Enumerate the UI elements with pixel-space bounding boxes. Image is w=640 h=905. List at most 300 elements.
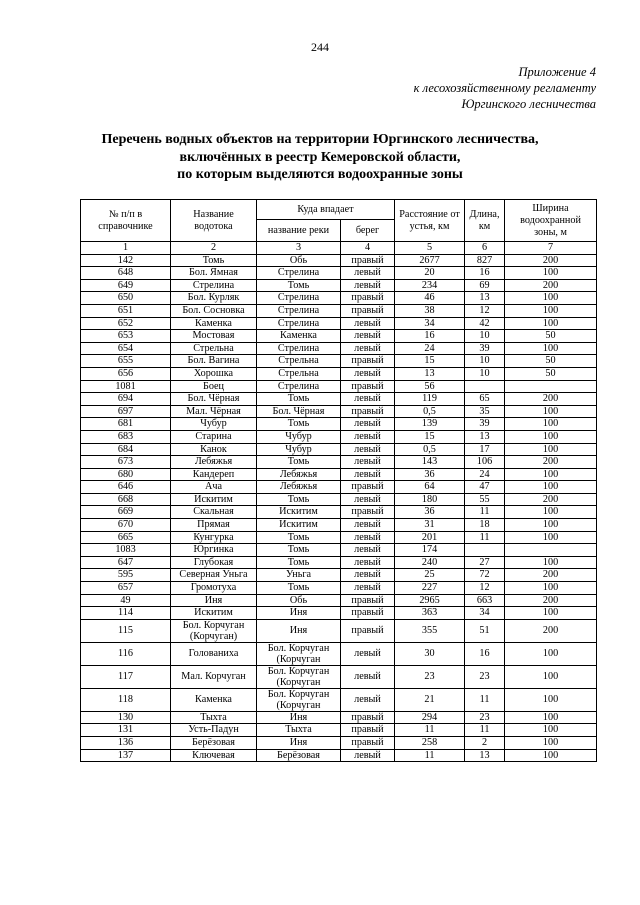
river-cell: Стрелина — [257, 304, 341, 317]
table-row — [81, 405, 597, 418]
name-cell: Старина — [171, 430, 257, 443]
length-cell: 42 — [465, 317, 505, 330]
name-cell: Канок — [171, 443, 257, 456]
distance-cell: 234 — [395, 279, 465, 292]
distance-cell: 16 — [395, 330, 465, 343]
table-row — [81, 519, 597, 532]
distance-cell: 31 — [395, 519, 465, 532]
width-cell: 200 — [505, 393, 597, 406]
bank-cell: левый — [341, 443, 395, 456]
num-cell: 668 — [81, 493, 171, 506]
table-row — [81, 724, 597, 737]
river-cell: Искитим — [257, 519, 341, 532]
distance-cell: 227 — [395, 582, 465, 595]
num-cell: 652 — [81, 317, 171, 330]
distance-cell: 36 — [395, 506, 465, 519]
bank-cell: левый — [341, 642, 395, 665]
num-cell: 684 — [81, 443, 171, 456]
bank-cell: левый — [341, 556, 395, 569]
name-cell: Бол. Курляк — [171, 292, 257, 305]
header-length: Длина, км — [465, 200, 505, 242]
num-cell: 650 — [81, 292, 171, 305]
width-cell: 100 — [505, 749, 597, 762]
table-row — [81, 711, 597, 724]
bank-cell: правый — [341, 380, 395, 393]
width-cell — [505, 380, 597, 393]
distance-cell: 143 — [395, 456, 465, 469]
table-row — [81, 330, 597, 343]
width-cell: 50 — [505, 367, 597, 380]
table-row — [81, 355, 597, 368]
length-cell: 11 — [465, 531, 505, 544]
name-cell: Кандереп — [171, 468, 257, 481]
bank-cell: левый — [341, 544, 395, 557]
width-cell: 100 — [505, 304, 597, 317]
num-cell: 118 — [81, 688, 171, 711]
width-cell: 100 — [505, 688, 597, 711]
width-cell: 100 — [505, 724, 597, 737]
length-cell: 34 — [465, 607, 505, 620]
column-number: 3 — [257, 242, 341, 255]
column-number: 1 — [81, 242, 171, 255]
bank-cell: левый — [341, 688, 395, 711]
width-cell: 50 — [505, 355, 597, 368]
river-cell: Иня — [257, 607, 341, 620]
length-cell: 12 — [465, 304, 505, 317]
table-row — [81, 582, 597, 595]
bank-cell: левый — [341, 456, 395, 469]
name-cell: Тыхта — [171, 711, 257, 724]
river-cell: Берёзовая — [257, 749, 341, 762]
name-cell: Бол. Чёрная — [171, 393, 257, 406]
table-row — [81, 342, 597, 355]
bank-cell: правый — [341, 304, 395, 317]
width-cell: 50 — [505, 330, 597, 343]
num-cell: 673 — [81, 456, 171, 469]
table-row — [81, 380, 597, 393]
bank-cell: правый — [341, 619, 395, 642]
table-row — [81, 430, 597, 443]
width-cell: 100 — [505, 468, 597, 481]
length-cell: 10 — [465, 355, 505, 368]
length-cell: 10 — [465, 330, 505, 343]
distance-cell: 0,5 — [395, 443, 465, 456]
distance-cell: 23 — [395, 665, 465, 688]
length-cell: 106 — [465, 456, 505, 469]
appendix-line: Приложение 4 — [518, 65, 596, 79]
name-cell: Северная Уньга — [171, 569, 257, 582]
name-cell: Лебяжья — [171, 456, 257, 469]
bank-cell: левый — [341, 342, 395, 355]
table-row — [81, 749, 597, 762]
river-cell: Стрелина — [257, 342, 341, 355]
header-width: Ширина водоохранной зоны, м — [505, 200, 597, 242]
width-cell: 200 — [505, 493, 597, 506]
name-cell: Голованиха — [171, 642, 257, 665]
num-cell: 680 — [81, 468, 171, 481]
width-cell: 100 — [505, 531, 597, 544]
river-cell: Томь — [257, 582, 341, 595]
table-row — [81, 267, 597, 280]
distance-cell: 119 — [395, 393, 465, 406]
title-line: Перечень водных объектов на территории Юргинского лесничества, — [101, 132, 539, 147]
width-cell: 100 — [505, 430, 597, 443]
width-cell: 100 — [505, 506, 597, 519]
column-number: 6 — [465, 242, 505, 255]
num-cell: 646 — [81, 481, 171, 494]
distance-cell: 258 — [395, 737, 465, 750]
name-cell: Чубур — [171, 418, 257, 431]
river-cell: Томь — [257, 418, 341, 431]
river-cell: Бол. Чёрная — [257, 405, 341, 418]
table-row — [81, 642, 597, 665]
name-cell: Юргинка — [171, 544, 257, 557]
river-cell: Чубур — [257, 430, 341, 443]
distance-cell: 294 — [395, 711, 465, 724]
header-flows-into: Куда впадает — [257, 200, 395, 220]
length-cell: 72 — [465, 569, 505, 582]
num-cell: 656 — [81, 367, 171, 380]
name-cell: Каменка — [171, 688, 257, 711]
river-cell: Стрелина — [257, 267, 341, 280]
water-bodies-table — [80, 199, 597, 762]
num-cell: 654 — [81, 342, 171, 355]
num-cell: 649 — [81, 279, 171, 292]
name-cell: Томь — [171, 254, 257, 267]
distance-cell: 180 — [395, 493, 465, 506]
table-row — [81, 443, 597, 456]
num-cell: 694 — [81, 393, 171, 406]
bank-cell: левый — [341, 468, 395, 481]
header-distance: Расстояние от устья, км — [395, 200, 465, 242]
name-cell: Усть-Падун — [171, 724, 257, 737]
name-cell: Берёзовая — [171, 737, 257, 750]
num-cell: 49 — [81, 594, 171, 607]
bank-cell: правый — [341, 481, 395, 494]
num-cell: 665 — [81, 531, 171, 544]
bank-cell: левый — [341, 519, 395, 532]
num-cell: 648 — [81, 267, 171, 280]
num-cell: 1083 — [81, 544, 171, 557]
bank-cell: левый — [341, 749, 395, 762]
river-cell: Иня — [257, 711, 341, 724]
length-cell: 11 — [465, 724, 505, 737]
name-cell: Иня — [171, 594, 257, 607]
length-cell: 16 — [465, 642, 505, 665]
length-cell: 23 — [465, 711, 505, 724]
table-row — [81, 317, 597, 330]
length-cell: 11 — [465, 506, 505, 519]
river-cell: Тыхта — [257, 724, 341, 737]
column-number-row — [81, 242, 597, 255]
table-row — [81, 594, 597, 607]
name-cell: Бол. Ямная — [171, 267, 257, 280]
appendix-note — [414, 64, 596, 112]
width-cell: 100 — [505, 418, 597, 431]
river-cell: Бол. Корчуган (Корчуган — [257, 642, 341, 665]
name-cell: Каменка — [171, 317, 257, 330]
river-cell: Томь — [257, 544, 341, 557]
column-number: 2 — [171, 242, 257, 255]
length-cell: 47 — [465, 481, 505, 494]
name-cell: Бол. Вагина — [171, 355, 257, 368]
bank-cell: левый — [341, 317, 395, 330]
length-cell: 663 — [465, 594, 505, 607]
bank-cell: правый — [341, 607, 395, 620]
table-row — [81, 393, 597, 406]
table-row — [81, 292, 597, 305]
width-cell: 100 — [505, 292, 597, 305]
distance-cell: 2677 — [395, 254, 465, 267]
distance-cell: 15 — [395, 355, 465, 368]
bank-cell: левый — [341, 665, 395, 688]
river-cell: Обь — [257, 594, 341, 607]
num-cell: 669 — [81, 506, 171, 519]
bank-cell: левый — [341, 267, 395, 280]
width-cell: 100 — [505, 405, 597, 418]
width-cell: 200 — [505, 456, 597, 469]
name-cell: Боец — [171, 380, 257, 393]
length-cell: 39 — [465, 342, 505, 355]
river-cell: Томь — [257, 393, 341, 406]
table-header — [81, 200, 597, 255]
river-cell: Лебяжья — [257, 481, 341, 494]
width-cell: 100 — [505, 556, 597, 569]
length-cell — [465, 544, 505, 557]
length-cell: 12 — [465, 582, 505, 595]
distance-cell: 25 — [395, 569, 465, 582]
distance-cell: 64 — [395, 481, 465, 494]
river-cell: Чубур — [257, 443, 341, 456]
river-cell: Томь — [257, 279, 341, 292]
bank-cell: правый — [341, 711, 395, 724]
table-row — [81, 418, 597, 431]
distance-cell: 174 — [395, 544, 465, 557]
length-cell: 13 — [465, 292, 505, 305]
distance-cell: 24 — [395, 342, 465, 355]
river-cell: Томь — [257, 493, 341, 506]
name-cell: Стрелина — [171, 279, 257, 292]
num-cell: 653 — [81, 330, 171, 343]
table-row — [81, 619, 597, 642]
header-bank: берег — [341, 220, 395, 242]
header-num: № п/п в справочнике — [81, 200, 171, 242]
river-cell: Иня — [257, 619, 341, 642]
river-cell: Обь — [257, 254, 341, 267]
width-cell: 100 — [505, 481, 597, 494]
table-row — [81, 544, 597, 557]
bank-cell: левый — [341, 493, 395, 506]
table-row — [81, 531, 597, 544]
length-cell: 11 — [465, 688, 505, 711]
header-river-name: название реки — [257, 220, 341, 242]
num-cell: 651 — [81, 304, 171, 317]
title-line: по которым выделяются водоохранные зоны — [177, 167, 463, 182]
bank-cell: левый — [341, 393, 395, 406]
name-cell: Мал. Корчуган — [171, 665, 257, 688]
num-cell: 595 — [81, 569, 171, 582]
length-cell: 27 — [465, 556, 505, 569]
river-cell: Лебяжья — [257, 468, 341, 481]
distance-cell: 0,5 — [395, 405, 465, 418]
name-cell: Стрельна — [171, 342, 257, 355]
distance-cell: 38 — [395, 304, 465, 317]
length-cell: 24 — [465, 468, 505, 481]
distance-cell: 201 — [395, 531, 465, 544]
name-cell: Мостовая — [171, 330, 257, 343]
name-cell: Бол. Корчуган (Корчуган) — [171, 619, 257, 642]
distance-cell: 2965 — [395, 594, 465, 607]
width-cell: 100 — [505, 342, 597, 355]
distance-cell: 30 — [395, 642, 465, 665]
width-cell: 200 — [505, 594, 597, 607]
table-row — [81, 737, 597, 750]
width-cell: 100 — [505, 642, 597, 665]
length-cell: 10 — [465, 367, 505, 380]
width-cell — [505, 544, 597, 557]
distance-cell: 11 — [395, 724, 465, 737]
name-cell: Искитим — [171, 607, 257, 620]
num-cell: 647 — [81, 556, 171, 569]
table-row — [81, 556, 597, 569]
table-body — [81, 254, 597, 762]
bank-cell: левый — [341, 279, 395, 292]
river-cell: Томь — [257, 556, 341, 569]
num-cell: 137 — [81, 749, 171, 762]
num-cell: 657 — [81, 582, 171, 595]
length-cell: 17 — [465, 443, 505, 456]
appendix-line: Юргинского лесничества — [461, 97, 596, 111]
bank-cell: левый — [341, 367, 395, 380]
distance-cell: 20 — [395, 267, 465, 280]
distance-cell: 36 — [395, 468, 465, 481]
river-cell: Стрелина — [257, 317, 341, 330]
table-row — [81, 493, 597, 506]
length-cell: 35 — [465, 405, 505, 418]
width-cell: 100 — [505, 582, 597, 595]
distance-cell: 139 — [395, 418, 465, 431]
distance-cell: 21 — [395, 688, 465, 711]
bank-cell: правый — [341, 506, 395, 519]
bank-cell: правый — [341, 405, 395, 418]
distance-cell: 34 — [395, 317, 465, 330]
num-cell: 116 — [81, 642, 171, 665]
num-cell: 670 — [81, 519, 171, 532]
distance-cell: 13 — [395, 367, 465, 380]
table-row — [81, 456, 597, 469]
distance-cell: 363 — [395, 607, 465, 620]
length-cell: 13 — [465, 430, 505, 443]
num-cell: 142 — [81, 254, 171, 267]
num-cell: 655 — [81, 355, 171, 368]
length-cell: 55 — [465, 493, 505, 506]
table-row — [81, 279, 597, 292]
name-cell: Мал. Чёрная — [171, 405, 257, 418]
column-number: 7 — [505, 242, 597, 255]
table-row — [81, 367, 597, 380]
name-cell: Кунгурка — [171, 531, 257, 544]
river-cell: Бол. Корчуган (Корчуган — [257, 688, 341, 711]
width-cell: 100 — [505, 317, 597, 330]
table-row — [81, 254, 597, 267]
num-cell: 117 — [81, 665, 171, 688]
table-row — [81, 569, 597, 582]
table-row — [81, 607, 597, 620]
river-cell: Стрелина — [257, 292, 341, 305]
distance-cell: 56 — [395, 380, 465, 393]
river-cell: Стрелина — [257, 380, 341, 393]
num-cell: 114 — [81, 607, 171, 620]
distance-cell: 355 — [395, 619, 465, 642]
width-cell: 100 — [505, 737, 597, 750]
distance-cell: 15 — [395, 430, 465, 443]
page-number: 244 — [311, 40, 329, 54]
num-cell: 131 — [81, 724, 171, 737]
name-cell: Хорошка — [171, 367, 257, 380]
length-cell: 16 — [465, 267, 505, 280]
length-cell — [465, 380, 505, 393]
bank-cell: левый — [341, 430, 395, 443]
distance-cell: 46 — [395, 292, 465, 305]
bank-cell: левый — [341, 418, 395, 431]
bank-cell: правый — [341, 737, 395, 750]
column-number: 5 — [395, 242, 465, 255]
name-cell: Ключевая — [171, 749, 257, 762]
name-cell: Громотуха — [171, 582, 257, 595]
num-cell: 115 — [81, 619, 171, 642]
length-cell: 39 — [465, 418, 505, 431]
width-cell: 100 — [505, 711, 597, 724]
name-cell: Бол. Сосновка — [171, 304, 257, 317]
name-cell: Глубокая — [171, 556, 257, 569]
river-cell: Стрельна — [257, 355, 341, 368]
river-cell: Уньга — [257, 569, 341, 582]
column-number: 4 — [341, 242, 395, 255]
width-cell: 200 — [505, 619, 597, 642]
bank-cell: правый — [341, 292, 395, 305]
length-cell: 51 — [465, 619, 505, 642]
num-cell: 130 — [81, 711, 171, 724]
bank-cell: левый — [341, 569, 395, 582]
num-cell: 136 — [81, 737, 171, 750]
length-cell: 13 — [465, 749, 505, 762]
river-cell: Бол. Корчуган (Корчуган — [257, 665, 341, 688]
river-cell: Иня — [257, 737, 341, 750]
distance-cell: 11 — [395, 749, 465, 762]
width-cell: 100 — [505, 665, 597, 688]
document-title — [60, 131, 580, 184]
table-row — [81, 506, 597, 519]
num-cell: 697 — [81, 405, 171, 418]
num-cell: 683 — [81, 430, 171, 443]
name-cell: Скальная — [171, 506, 257, 519]
length-cell: 65 — [465, 393, 505, 406]
river-cell: Томь — [257, 531, 341, 544]
length-cell: 23 — [465, 665, 505, 688]
bank-cell: левый — [341, 582, 395, 595]
header-name: Название водотока — [171, 200, 257, 242]
table-row — [81, 688, 597, 711]
bank-cell: правый — [341, 355, 395, 368]
width-cell: 100 — [505, 443, 597, 456]
num-cell: 681 — [81, 418, 171, 431]
title-line: включённых в реестр Кемеровской области, — [179, 149, 461, 165]
length-cell: 69 — [465, 279, 505, 292]
bank-cell: правый — [341, 254, 395, 267]
table-row — [81, 665, 597, 688]
width-cell: 200 — [505, 569, 597, 582]
bank-cell: правый — [341, 724, 395, 737]
